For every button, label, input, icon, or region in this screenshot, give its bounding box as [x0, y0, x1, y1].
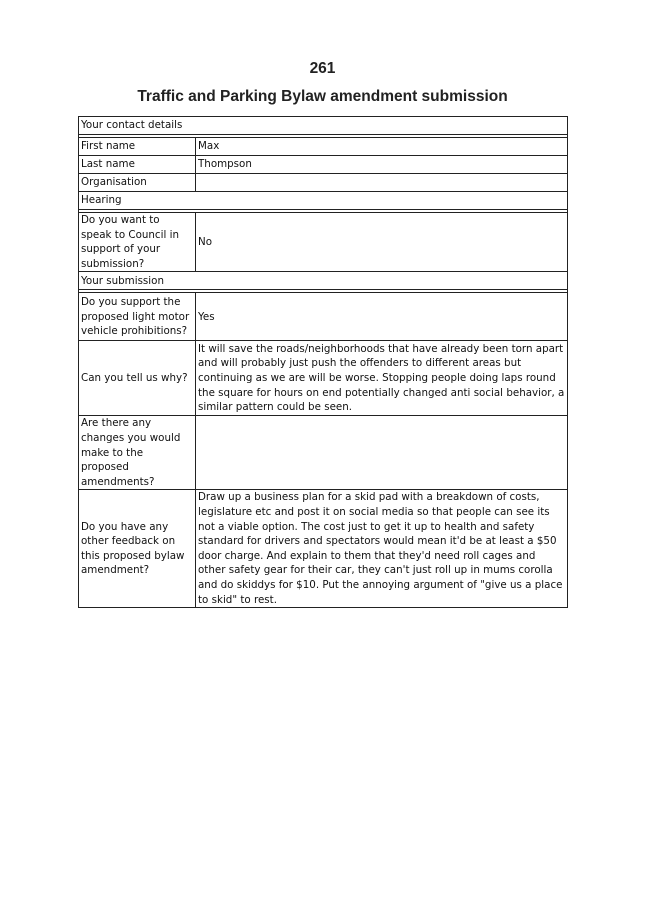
table-row-feedback	[79, 490, 568, 608]
organisation-label: Organisation	[79, 174, 196, 192]
section-heading-hearing: Hearing	[79, 192, 568, 210]
table-row-last-name	[79, 156, 568, 174]
feedback-value: Draw up a business plan for a skid pad with a breakdown of costs, legislature etc and post it on social media so that people can see its not a viable option. The cost just to get it up to health and safety standard for drivers and spectators would mean it'd be at least a $50 door charge. And explain to them that they'd need roll cages and other safety gear for their car, they can't just roll up in mums corolla and do skiddys for $10. Put the annoying argument of "give us a place to skid" to rest.	[196, 490, 568, 608]
table-row-why	[79, 341, 568, 416]
section-row-hearing	[79, 192, 568, 210]
section-heading-submission: Your submission	[79, 272, 568, 290]
page-number: 261	[309, 60, 336, 77]
first-name-value: Max	[196, 138, 568, 156]
support-value: Yes	[196, 293, 568, 341]
submission-form-table	[78, 116, 568, 608]
support-label: Do you support the proposed light motor vehicle prohibitions?	[79, 293, 196, 341]
section-heading-contact: Your contact details	[79, 117, 568, 135]
changes-value	[196, 416, 568, 490]
table-row-support	[79, 293, 568, 341]
feedback-label: Do you have any other feedback on this proposed bylaw amendment?	[79, 490, 196, 608]
speak-value: No	[196, 213, 568, 272]
why-value: It will save the roads/neighborhoods that have already been torn apart and will probably just push the offenders to different areas but continuing as we are will be worse. Stopping people doing laps round the square for hours on end potentially changed anti social behavior, a similar pattern could be seen.	[196, 341, 568, 416]
speak-label: Do you want to speak to Council in support of your submission?	[79, 213, 196, 272]
section-row-submission	[79, 272, 568, 290]
document-title: Traffic and Parking Bylaw amendment submission	[137, 88, 508, 105]
last-name-label: Last name	[79, 156, 196, 174]
table-row-speak	[79, 213, 568, 272]
organisation-value	[196, 174, 568, 192]
table-row-changes	[79, 416, 568, 490]
changes-label: Are there any changes you would make to the proposed amendments?	[79, 416, 196, 490]
section-row-contact	[79, 117, 568, 135]
first-name-label: First name	[79, 138, 196, 156]
table-row-organisation	[79, 174, 568, 192]
why-label: Can you tell us why?	[79, 341, 196, 416]
table-row-first-name	[79, 138, 568, 156]
last-name-value: Thompson	[196, 156, 568, 174]
